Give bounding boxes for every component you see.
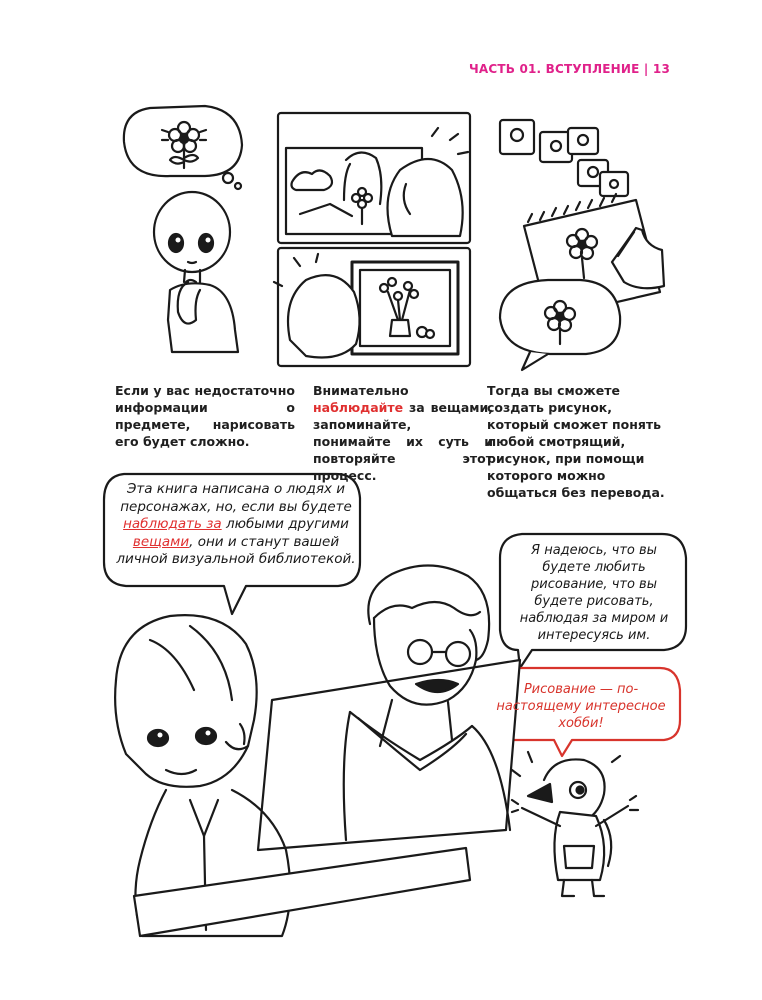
caption-1-text: Если у вас недостаточно информации о предмете, нарисовать его будет сложно. xyxy=(115,383,295,449)
caption-2-after: за вещами, запоминайте, понимайте их суть и повторяйте этот процесс. xyxy=(313,400,493,483)
caption-column-3 xyxy=(487,382,673,501)
right-bubble-text: Я надеюсь, что вы будете любить рисование, что вы будете рисовать, наблюдая за миром и интересуясь им. xyxy=(519,543,669,643)
left-bubble-text xyxy=(116,481,356,569)
left-bubble-part1: Эта книга написана о людях и персонажах, но, если вы будете xyxy=(120,481,352,515)
left-bubble-part3: любыми другими xyxy=(221,516,349,532)
observation-panel xyxy=(274,113,470,366)
sketch-panel xyxy=(500,120,664,370)
bird-mascot xyxy=(512,752,638,896)
running-head: ЧАСТЬ 01. ВСТУПЛЕНИЕ | 13 xyxy=(468,62,670,76)
caption-2-highlight: наблюдайте xyxy=(313,400,404,415)
caption-column-2 xyxy=(313,382,493,484)
thinking-character-panel xyxy=(124,106,242,352)
left-bubble-part4: вещами xyxy=(132,533,190,550)
caption-column-1 xyxy=(115,382,295,450)
character-head xyxy=(154,192,230,272)
left-bubble-part5: , они и станут вашей личной визуальной библиотекой. xyxy=(116,533,356,567)
caption-2-before: Внимательно xyxy=(313,383,409,398)
left-bubble-part2: наблюдать за xyxy=(123,516,222,532)
caption-3-text: Тогда вы сможете создать рисунок, который сможет понять любой смотрящий, рисунок, при помощи которого можно общаться без перевода. xyxy=(487,383,665,500)
red-bubble-text: Рисование — по-настоящему интересное хобби! xyxy=(496,682,666,731)
